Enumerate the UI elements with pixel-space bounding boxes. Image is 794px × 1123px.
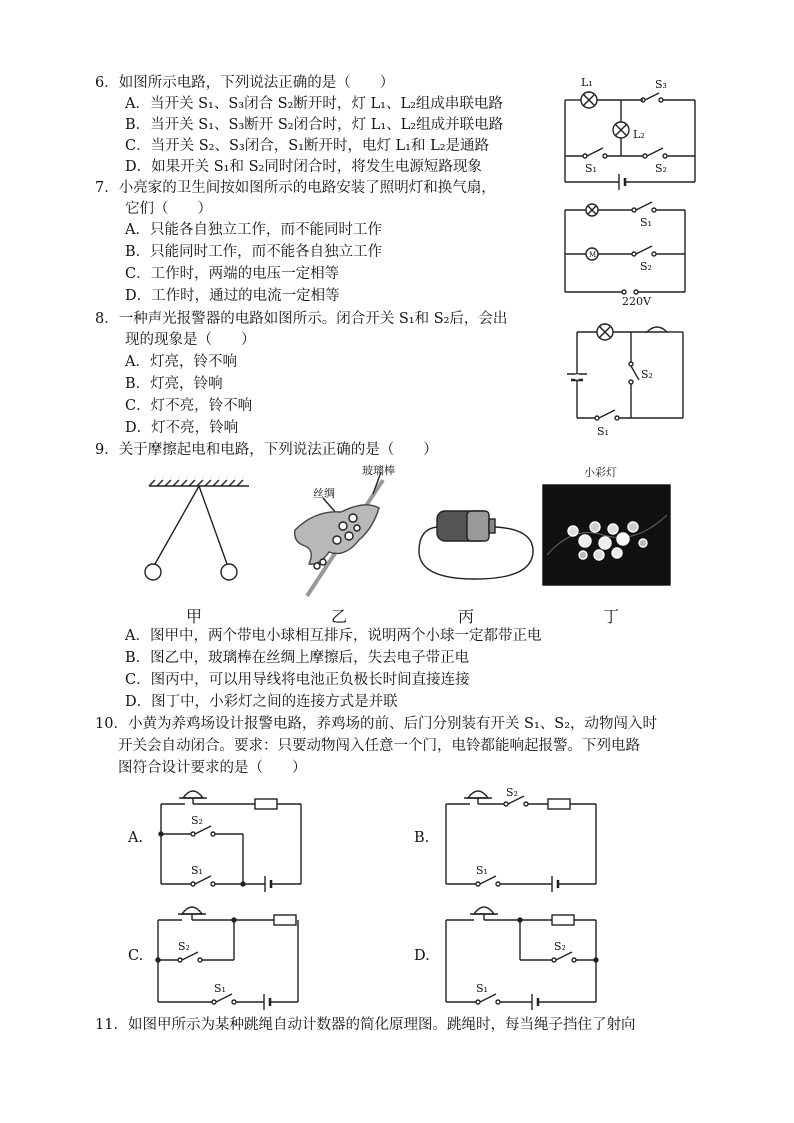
q10-d-label-s1: S₁ [476,982,488,995]
q10-stem-line3: 图符合设计要求的是（ ） [118,760,307,776]
q10-c-label-s2: S₂ [178,940,190,953]
q6-circuit-diagram [555,72,705,192]
q7-option-a: A．只能各自独立工作，而不能同时工作 [125,222,382,238]
q9-caption-yi: 乙 [331,607,348,626]
q10-d-label-s2: S₂ [554,940,566,953]
q9-option-c: C．图丙中，可以用导线将电池正负极长时间直接连接 [125,672,470,688]
q7-option-c: C．工作时，两端的电压一定相等 [125,266,340,282]
q9-figure-yi-glass-rod-silk [285,470,400,600]
q10-option-d-label: D. [414,948,430,964]
q10-circuit-b [440,782,600,890]
q11-stem: 11．如图甲所示为某种跳绳自动计数器的简化原理图。跳绳时，每当绳子挡住了射向 [95,1017,636,1033]
q7-label-voltage: 220V [622,295,651,308]
q9-figure-jia-pendulums [145,480,255,585]
q9-label-glass-rod: 玻璃棒 [362,464,395,477]
q6-label-s1: S₁ [585,162,597,175]
q10-c-label-s1: S₁ [214,982,226,995]
q7-motor-symbol: M [589,251,597,259]
q10-stem-line1: 10．小黄为养鸡场设计报警电路，养鸡场的前、后门分别装有开关 S₁、S₂，动物闯入时 [95,716,658,732]
q9-option-d: D．图丁中，小彩灯之间的连接方式是并联 [125,694,398,710]
q8-label-s2: S₂ [641,368,653,381]
q7-label-s2: S₂ [640,260,652,273]
q6-option-b: B．当开关 S₁、S₃断开 S₂闭合时，灯 L₁、L₂组成并联电路 [125,117,504,133]
q8-option-b: B．灯亮，铃响 [125,376,223,392]
q7-stem-line2: 它们（ ） [125,201,212,217]
q8-option-a: A．灯亮，铃不响 [125,354,237,370]
q6-option-c: C．当开关 S₂、S₃闭合，S₁断开时，电灯 L₁和 L₂是通路 [125,138,490,154]
q10-b-label-s2: S₂ [506,786,518,799]
q8-label-s1: S₁ [597,425,609,438]
q10-circuit-a [155,782,305,890]
q8-stem-line1: 8．一种声光报警器的电路如图所示。闭合开关 S₁和 S₂后，会出 [95,311,508,327]
q8-option-d: D．灯不亮，铃响 [125,420,239,436]
q7-circuit-diagram [560,198,695,306]
q6-label-l2: L₂ [633,128,645,141]
q9-figure-ding-string-lights [543,485,670,585]
q9-caption-jia: 甲 [186,607,203,626]
q6-label-s2: S₂ [655,162,667,175]
q10-a-label-s1: S₁ [191,864,203,877]
q6-stem: 6．如图所示电路，下列说法正确的是（ ） [95,75,395,91]
q6-label-l1: L₁ [581,76,593,89]
q6-label-s3: S₃ [655,78,667,91]
q6-option-d: D．如果开关 S₁和 S₂同时闭合时，将发生电源短路现象 [125,159,482,175]
q10-option-c-label: C. [128,948,144,964]
q8-stem-line2: 现的现象是（ ） [125,332,256,348]
q6-option-a: A．当开关 S₁、S₃闭合 S₂断开时，灯 L₁、L₂组成串联电路 [125,96,503,112]
q9-option-b: B．图乙中，玻璃棒在丝绸上摩擦后，失去电子带正电 [125,650,470,666]
q7-stem-line1: 7．小亮家的卫生间按如图所示的电路安装了照明灯和换气扇， [95,180,496,196]
q9-label-small-lights: 小彩灯 [584,466,617,479]
q9-label-silk: 丝绸 [313,487,335,500]
q10-option-b-label: B. [414,830,430,846]
q7-label-s1: S₁ [640,216,652,229]
q9-figure-bing-battery-wire [415,505,540,585]
q9-caption-bing: 丙 [458,607,475,626]
q10-a-label-s2: S₂ [191,814,203,827]
q7-option-b: B．只能同时工作，而不能各自独立工作 [125,244,383,260]
q8-circuit-diagram [565,318,695,438]
q10-b-label-s1: S₁ [476,864,488,877]
q10-circuit-d [440,898,600,1008]
q10-option-a-label: A. [128,830,144,846]
q9-caption-ding: 丁 [603,607,620,626]
q10-stem-line2: 开关会自动闭合。要求：只要动物闯入任意一个门，电铃都能响起报警。下列电路 [118,738,640,754]
q9-stem: 9．关于摩擦起电和电路，下列说法正确的是（ ） [95,442,438,458]
q9-option-a: A．图甲中，两个带电小球相互排斥，说明两个小球一定都带正电 [125,628,542,644]
q8-option-c: C．灯不亮，铃不响 [125,398,253,414]
q10-circuit-c [152,898,302,1008]
q7-option-d: D．工作时，通过的电流一定相等 [125,288,340,304]
